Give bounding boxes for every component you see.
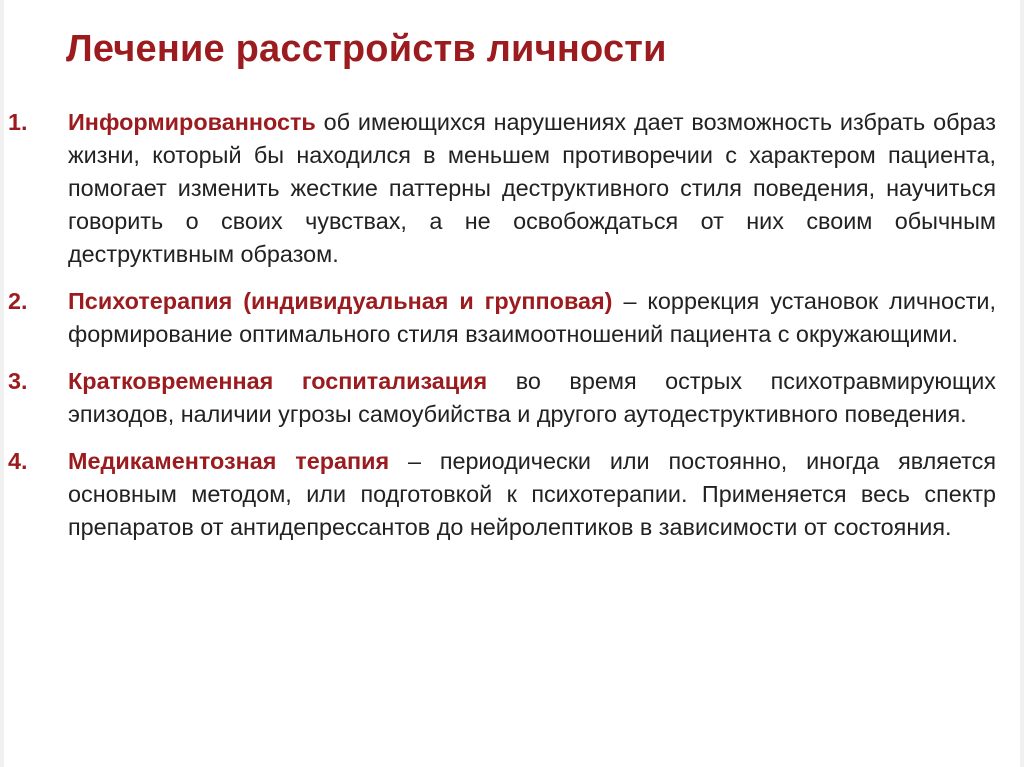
slide-left-edge <box>0 0 4 767</box>
list-item-number: 4. <box>8 448 28 474</box>
list-item-heading: Психотерапия (индивидуальная и групповая) <box>68 288 613 314</box>
list-item-hospitalization <box>8 365 996 431</box>
list-item-text: об имеющихся нарушениях дает возможность избрать образ жизни, который бы находился в меньшем противоречии с характером пациента, помогает изменить жесткие паттерны деструктивного стиля поведения, научиться говорить о своих чувствах, а не освобождаться от них своим обычным деструктивным образом. <box>68 109 996 267</box>
list-item-psychotherapy <box>8 285 996 351</box>
list-item-medication <box>8 445 996 544</box>
list-item-text: – коррекция установок личности, формирование оптимального стиля взаимоотношений пациента с окружающими. <box>68 288 996 347</box>
list-item-number: 1. <box>8 109 28 135</box>
list-item-number: 3. <box>8 368 28 394</box>
list-item-number: 2. <box>8 288 28 314</box>
list-item-text: – периодически или постоянно, иногда является основным методом, или подготовкой к психотерапии. Применяется весь спектр препаратов от антидепрессантов до нейролептиков в зависимости от состояния. <box>68 448 996 540</box>
slide-right-edge <box>1020 0 1024 767</box>
list-item-text: во время острых психотравмирующих эпизодов, наличии угрозы самоубийства и другого аутодеструктивного поведения. <box>68 368 996 427</box>
list-item-heading: Информированность <box>68 109 316 135</box>
list-item-heading: Медикаментозная терапия <box>68 448 390 474</box>
list-item-heading: Кратковременная госпитализация <box>68 368 488 394</box>
list-item-information <box>8 106 996 271</box>
treatment-list <box>8 106 996 558</box>
slide-title: Лечение расстройств личности <box>66 28 667 70</box>
